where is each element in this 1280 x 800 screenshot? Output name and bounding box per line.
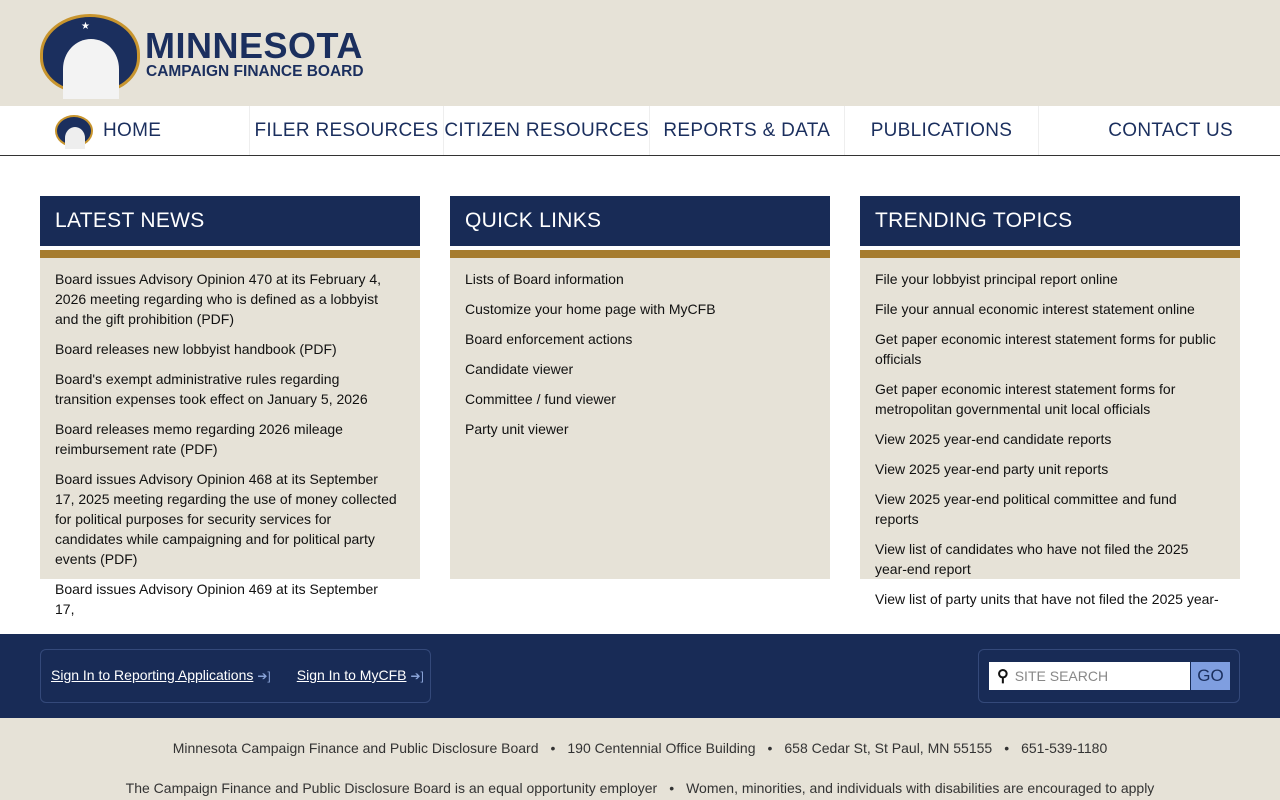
panel-link[interactable]: Board enforcement actions: [465, 331, 633, 347]
sign-in-icon: ➔]: [410, 669, 424, 683]
panel-title: LATEST NEWS: [40, 196, 420, 246]
nav-contact-us[interactable]: CONTACT US: [1108, 119, 1233, 141]
panel-link[interactable]: Get paper economic interest statement forms for metropolitan governmental unit local officials: [875, 381, 1176, 417]
nav-reports-data[interactable]: REPORTS & DATA: [650, 106, 845, 155]
panel-link[interactable]: Party unit viewer: [465, 421, 569, 437]
panel-link[interactable]: Get paper economic interest statement forms for public officials: [875, 331, 1216, 367]
search-input[interactable]: [989, 662, 1190, 690]
panel-link[interactable]: Lists of Board information: [465, 271, 624, 287]
panel-link[interactable]: Committee / fund viewer: [465, 391, 616, 407]
panel-link[interactable]: View list of candidates who have not filed the 2025 year-end report: [875, 541, 1189, 577]
board-name: Minnesota Campaign Finance and Public Disclosure Board: [172, 740, 539, 756]
panels-row: [0, 156, 1280, 617]
panel-list: [450, 258, 830, 579]
sign-in-box: [40, 649, 431, 703]
search-icon: ⚲: [997, 668, 1009, 685]
contact-info: Minnesota Campaign Finance and Public Disclosure Board • 190 Centennial Office Building • 658 Cedar St, St Paul, MN 55155 • 651-539-1180 The Campaign Finance and Public Disclosure Board is an equal opportunity employer • Women, minorities, and individuals with disabilities are encouraged to apply: [0, 718, 1280, 800]
trending-topics-panel: [860, 196, 1240, 607]
panel-link[interactable]: View 2025 year-end party unit reports: [875, 461, 1109, 477]
panel-link[interactable]: View 2025 year-end candidate reports: [875, 431, 1112, 447]
diversity-statement: Women, minorities, and individuals with disabilities are encouraged to apply: [686, 780, 1155, 796]
panel-link[interactable]: File your lobbyist principal report online: [875, 271, 1118, 287]
nav-publications[interactable]: PUBLICATIONS: [845, 106, 1040, 155]
quick-links-panel: [450, 196, 830, 579]
panel-link[interactable]: View 2025 year-end political committee and fund reports: [875, 491, 1177, 527]
panel-list: [40, 258, 420, 617]
panel-link[interactable]: Board releases new lobbyist handbook (PDF): [55, 341, 337, 357]
nav-filer-resources[interactable]: FILER RESOURCES: [250, 106, 445, 155]
panel-link[interactable]: Board issues Advisory Opinion 470 at its February 4, 2026 meeting regarding who is defined as a lobbyist and the gift prohibition (PDF): [55, 271, 382, 327]
panel-link[interactable]: View list of party units that have not filed the 2025 year-: [875, 591, 1219, 607]
sign-in-icon: ➔]: [257, 669, 271, 683]
panel-link[interactable]: Board's exempt administrative rules regarding transition expenses took effect on January 5, 2026: [55, 371, 368, 407]
address: 658 Cedar St, St Paul, MN 55155: [784, 740, 993, 756]
panel-link[interactable]: Candidate viewer: [465, 361, 574, 377]
home-seal-icon: [55, 115, 93, 147]
panel-list: [860, 258, 1240, 607]
panel-link[interactable]: Board issues Advisory Opinion 469 at its September 17,: [55, 581, 378, 617]
footer-bar: [0, 634, 1280, 718]
gold-divider: [40, 250, 420, 258]
panel-link[interactable]: Board issues Advisory Opinion 468 at its September 17, 2025 meeting regarding the use of money collected for political purposes for security services for candidates while campaigning and for political party events (PDF): [55, 471, 397, 567]
site-search: [978, 649, 1240, 703]
panel-link[interactable]: Customize your home page with MyCFB: [465, 301, 716, 317]
panel-title: QUICK LINKS: [450, 196, 830, 246]
board-seal-logo[interactable]: ★: [40, 14, 140, 94]
nav-label: HOME: [103, 119, 162, 141]
search-placeholder: SITE SEARCH: [1014, 668, 1109, 684]
panel-link[interactable]: File your annual economic interest statement online: [875, 301, 1195, 317]
brand-subtitle[interactable]: CAMPAIGN FINANCE BOARD: [146, 63, 364, 80]
sign-in-reporting-link[interactable]: Sign In to Reporting Applications: [51, 667, 254, 683]
sign-in-mycfb-link[interactable]: Sign In to MyCFB: [296, 667, 407, 683]
phone: 651-539-1180: [1021, 740, 1108, 756]
panel-link[interactable]: Board releases memo regarding 2026 mileage reimbursement rate (PDF): [55, 421, 343, 457]
latest-news-panel: [40, 196, 420, 617]
search-go-button[interactable]: GO: [1191, 662, 1230, 690]
gold-divider: [450, 250, 830, 258]
panel-title: TRENDING TOPICS: [860, 196, 1240, 246]
eoe-statement: The Campaign Finance and Public Disclosure Board is an equal opportunity employer: [125, 780, 658, 796]
nav-home[interactable]: [0, 106, 250, 155]
brand-title[interactable]: MINNESOTA: [145, 25, 363, 66]
site-header: [0, 0, 1280, 106]
main-nav: [0, 106, 1280, 156]
gold-divider: [860, 250, 1240, 258]
office-building: 190 Centennial Office Building: [567, 740, 756, 756]
nav-citizen-resources[interactable]: CITIZEN RESOURCES: [444, 106, 650, 155]
